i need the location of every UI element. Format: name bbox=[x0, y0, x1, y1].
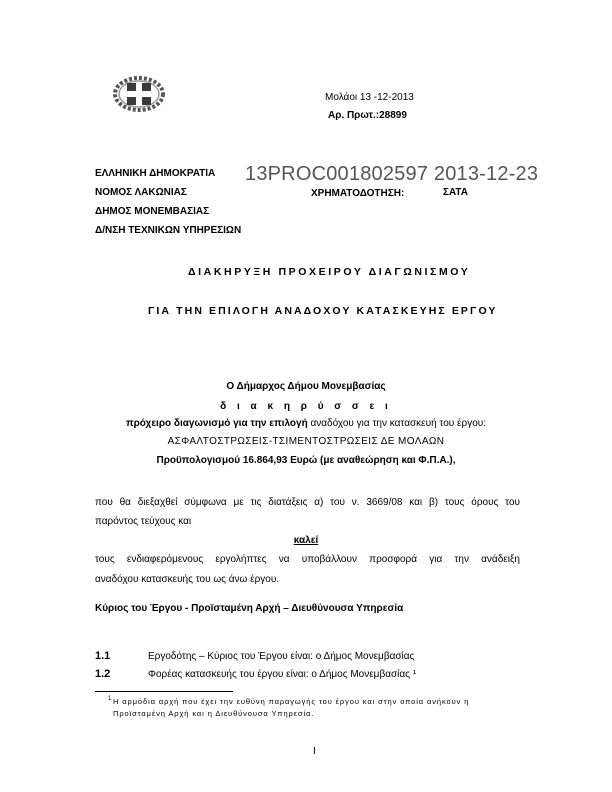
project-name: ΑΣΦΑΛΤΟΣΤΡΩΣΕΙΣ-ΤΣΙΜΕΝΤΟΣΤΡΩΣΕΙΣ ΔΕ ΜΟΛΑΩΝ bbox=[167, 436, 445, 447]
greek-coat-of-arms-emblem bbox=[113, 76, 165, 112]
authority-line: ΔΗΜΟΣ ΜΟΝΕΜΒΑΣΙΑΣ bbox=[95, 206, 210, 217]
invites-word: καλεί bbox=[293, 535, 319, 546]
page-number: I bbox=[313, 746, 316, 757]
tender-description bbox=[0, 418, 612, 429]
budget-line: Προϋπολογισμού 16.864,93 Ευρώ (με αναθεώρηση και Φ.Π.Α.), bbox=[156, 455, 456, 466]
declares-line: δ ι α κ η ρ ύ σ σ ε ι bbox=[220, 401, 392, 412]
section-heading: Κύριος του Έργου - Προϊσταμένη Αρχή – Διευθύνουσα Υπηρεσία bbox=[95, 603, 404, 614]
paragraph-line: παρόντος τεύχους και bbox=[95, 516, 192, 527]
tender-description-rest: αναδόχου για την κατασκευή του έργου: bbox=[307, 418, 487, 429]
item-text: Φορέας κατασκευής του έργου είναι: ο Δήμος Μονεμβασίας ¹ bbox=[148, 669, 417, 680]
item-number: 1.2 bbox=[95, 668, 111, 680]
ada-stamp: 13PROC001802597 2013-12-23 bbox=[245, 163, 539, 185]
mayor-line: Ο Δήμαρχος Δήμου Μονεμβασίας bbox=[226, 381, 386, 392]
funding-value: ΣΑΤΑ bbox=[443, 187, 468, 198]
protocol-number: Αρ. Πρωτ.:28899 bbox=[328, 110, 407, 121]
authority-line: ΝΟΜΟΣ ΛΑΚΩΝΙΑΣ bbox=[95, 187, 187, 198]
item-text: Εργοδότης – Κύριος του Έργου είναι: ο Δήμος Μονεμβασίας bbox=[148, 651, 415, 662]
document-subtitle: ΓΙΑ ΤΗΝ ΕΠΙΛΟΓΗ ΑΝΑΔΟΧΟΥ ΚΑΤΑΣΚΕΥΗΣ ΕΡΓΟΥ bbox=[148, 305, 498, 317]
tender-description-bold: πρόχειρο διαγωνισμό για την επιλογή bbox=[125, 418, 308, 429]
footnote-mark: 1 bbox=[108, 696, 112, 702]
paragraph-line: τους ενδιαφερόμενους εργολήπτες να υποβάλλουν προσφορά για την ανάδειξη bbox=[95, 554, 520, 565]
document-title: ΔΙΑΚΗΡΥΞΗ ΠΡΟΧΕΙΡΟΥ ΔΙΑΓΩΝΙΣΜΟΥ bbox=[188, 266, 471, 278]
authority-line: ΕΛΛΗΝΙΚΗ ΔΗΜΟΚΡΑΤΙΑ bbox=[95, 168, 216, 179]
paragraph-line: αναδόχου κατασκευής του ως άνω έργου. bbox=[95, 574, 280, 585]
footnote-line: Προϊσταμένη Αρχή και η Διευθύνουσα Υπηρεσία. bbox=[113, 709, 315, 718]
authority-line: Δ/ΝΣΗ ΤΕΧΝΙΚΩΝ ΥΠΗΡΕΣΙΩΝ bbox=[95, 225, 242, 236]
place-date: Μολάοι 13 -12-2013 bbox=[325, 92, 414, 103]
footnote-separator bbox=[95, 691, 233, 692]
funding-label: ΧΡΗΜΑΤΟΔΟΤΗΣΗ: bbox=[311, 188, 405, 199]
footnote-line: Η αρμόδια αρχή που έχει την ευθύνη παραγωγής του έργου και στην οποία ανήκουν η bbox=[113, 697, 470, 706]
paragraph-line: που θα διεξαχθεί σύμφωνα με τις διατάξεις α) του ν. 3669/08 και β) τους όρους του bbox=[95, 497, 520, 508]
item-number: 1.1 bbox=[95, 650, 111, 662]
